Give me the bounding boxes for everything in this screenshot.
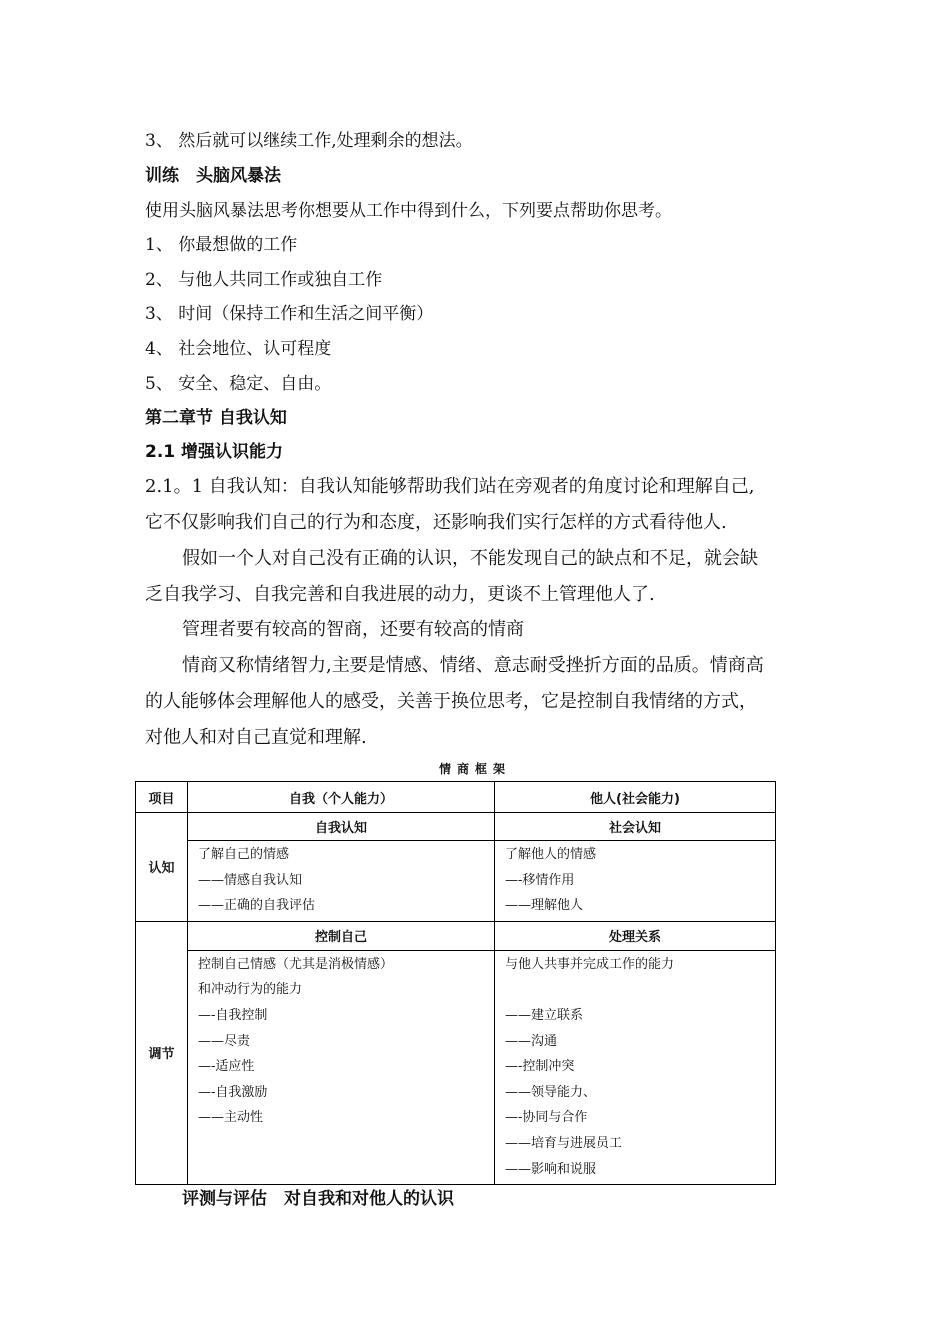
list-item: 5、 安全、稳定、自由。 [145, 374, 332, 394]
row-label-regulation: 调节 [136, 921, 188, 1184]
table-cell-item: 控制自己情感（尤其是消极情感） [198, 956, 394, 972]
header-self: 自我（个人能力） [188, 782, 495, 813]
table-cell-item: —-适应性 [198, 1059, 255, 1075]
relationship-cell [495, 950, 776, 1184]
table-cell-item [495, 977, 775, 1003]
text-line: 使用头脑风暴法思考你想要从工作中得到什么，下列要点帮助你思考。 [145, 201, 672, 221]
social-awareness-cell [495, 841, 776, 922]
table-cell-item: ——正确的自我评估 [198, 898, 316, 914]
subheader-self-control: 控制自己 [188, 921, 495, 950]
header-other: 他人(社会能力) [495, 782, 776, 813]
table-cell-item: —-自我控制 [198, 1007, 268, 1023]
subsection-heading: 2.1 增强认识能力 [145, 442, 284, 462]
table-cell-item: —-协同与合作 [505, 1110, 588, 1126]
list-item: 3、 时间（保持工作和生活之间平衡） [145, 304, 434, 324]
table-cell-item: ——领导能力、 [505, 1084, 597, 1100]
paragraph-line: 对他人和对自己直觉和理解. [145, 727, 367, 748]
table-cell-item: ——建立联系 [505, 1007, 584, 1023]
table-cell-item: ——影响和说服 [505, 1161, 597, 1177]
list-item: 4、 社会地位、认可程度 [145, 339, 332, 359]
header-item: 项目 [136, 782, 188, 813]
paragraph-line: 乏自我学习、自我完善和自我进展的动力，更谈不上管理他人了. [145, 584, 655, 605]
table-cell-item: ——主动性 [198, 1110, 264, 1126]
text-line: 它不仅影响我们自己的行为和态度，还影响我们实行怎样的方式看待他人. [145, 512, 727, 533]
paragraph-line: 情商又称情绪智力,主要是情感、情绪、意志耐受挫折方面的品质。情商高 [182, 655, 764, 676]
table-cell-item: ——尽责 [198, 1033, 251, 1049]
chapter-heading: 第二章节 自我认知 [145, 408, 287, 428]
table-cell-item: ——沟通 [505, 1033, 558, 1049]
table-cell-item: ——情感自我认知 [198, 872, 303, 888]
self-awareness-cell [188, 841, 495, 922]
table-cell-item: 和冲动行为的能力 [198, 982, 303, 998]
section-heading: 评测与评估 对自我和对他人的认识 [182, 1189, 454, 1209]
table-cell-item: 了解自己的情感 [198, 847, 290, 862]
table-cell-item: —-控制冲突 [505, 1059, 575, 1075]
table-title: 情商框架 [438, 762, 511, 776]
table-cell-item: ——理解他人 [505, 898, 584, 914]
table-cell-item: 与他人共事并完成工作的能力 [505, 956, 675, 972]
subheader-relationship: 处理关系 [495, 921, 776, 950]
text-line: 3、 然后就可以继续工作,处理剩余的想法。 [145, 131, 473, 151]
list-item: 1、 你最想做的工作 [145, 235, 298, 255]
paragraph-line: 管理者要有较高的智商，还要有较高的情商 [182, 619, 524, 640]
paragraph-line: 假如一个人对自己没有正确的认识，不能发现自己的缺点和不足，就会缺 [182, 548, 758, 569]
eq-framework-table [135, 781, 776, 1185]
list-item: 2、 与他人共同工作或独自工作 [145, 270, 383, 290]
subheader-social-awareness: 社会认知 [495, 813, 776, 841]
paragraph-line: 的人能够体会理解他人的感受，关善于换位思考，它是控制自我情绪的方式， [145, 691, 757, 712]
table-cell-item: 了解他人的情感 [505, 847, 597, 862]
row-label-cognition: 认知 [136, 813, 188, 922]
table-cell-item: ——培育与进展员工 [505, 1135, 623, 1151]
subheader-self-awareness: 自我认知 [188, 813, 495, 841]
text-line: 2.1。1 自我认知：自我认知能够帮助我们站在旁观者的角度讨论和理解自己, [145, 476, 755, 497]
table-cell-item: —-自我激励 [198, 1084, 268, 1100]
self-control-cell [188, 950, 495, 1184]
table-cell-item: —-移情作用 [505, 872, 575, 888]
section-heading: 训练 头脑风暴法 [145, 166, 281, 186]
